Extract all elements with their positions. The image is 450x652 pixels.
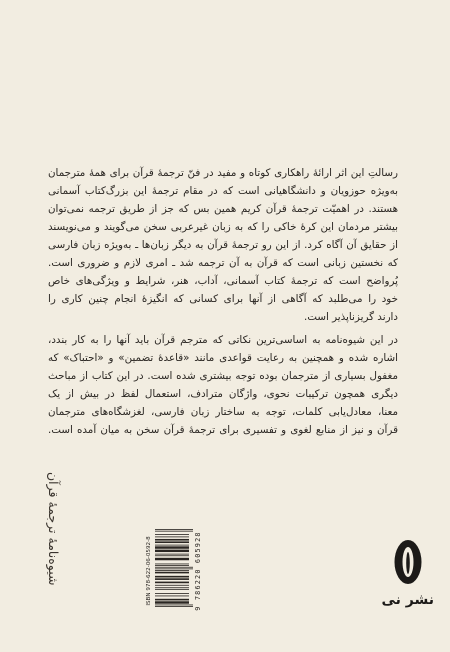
barcode-bar [155, 545, 189, 546]
text-line: هستند. در اهمیّت ترجمهٔ قرآن کریم همین بس که جز از طریق ترجمه نمی‌توان [48, 203, 398, 215]
barcode-bar [155, 568, 193, 569]
barcode-bar [155, 554, 189, 555]
barcode-bar [155, 601, 189, 603]
barcode-bar [155, 606, 193, 607]
text-line: مغفول بسیاری از مترجمان بوده توجه بیشتری شده است. در این کتاب از مباحث [48, 370, 398, 382]
barcode-bar [155, 564, 189, 565]
barcode-bar [155, 541, 189, 543]
text-line: خود را می‌طلبد که آگاهی از آنها برای کسانی که انگیزهٔ انجام چنین کاری را [48, 293, 398, 305]
barcode-bar [155, 596, 189, 597]
publisher-name: نشر نی [381, 592, 434, 608]
barcode-bar [155, 587, 189, 588]
ney-reed-icon [393, 538, 423, 586]
barcode-bar [155, 565, 189, 566]
blurb-paragraph-1 [48, 164, 398, 326]
text-line: پُرواضح است که ترجمهٔ کتاب آسمانی، آداب، هنر، شرایط و ویژگی‌های خاص [48, 275, 398, 287]
barcode-bar [155, 570, 189, 571]
barcode-bar [155, 555, 189, 556]
text-line: به‌ویژه حوزویان و دانشگاهیانی است که در مقام ترجمهٔ این بزرگ‌کتاب آسمانی [48, 185, 398, 197]
side-title: شیوه‌نامهٔ ترجمهٔ قرآن [46, 472, 61, 586]
barcode-bar [155, 534, 189, 535]
barcode-digits: 9 786220 605928 [194, 531, 202, 611]
isbn-barcode [145, 527, 203, 615]
barcode-bar [155, 576, 189, 578]
blurb-paragraph-2 [48, 331, 398, 439]
text-line: معنا، معادل‌یابی کلمات، توجه به ساختار زبان فارسی، لغزشگاه‌های مترجمان [48, 406, 398, 418]
text-line: قرآن و نیز از منابع لغوی و تفسیری برای ترجمهٔ قرآن سخن به میان آمده است. [48, 424, 398, 436]
barcode-bar [155, 582, 189, 584]
text-line: دارند گریزناپذیر است. [303, 311, 398, 323]
barcode-bar [155, 585, 189, 586]
isbn-label: ISBN 978-622-06-0592-8 [146, 536, 152, 606]
barcode-bar [155, 593, 189, 594]
barcode-bar [155, 578, 189, 580]
barcode-bar [155, 536, 189, 537]
barcode-bar [155, 558, 189, 560]
text-line: اشاره شده و همچنین به رعایت قواعدی مانند «قاعدهٔ تضمین» و «احتباک» که [48, 352, 398, 364]
barcode-bar [155, 539, 189, 541]
text-line: از حقایق آن آگاه کرد. از این رو ترجمهٔ قرآن به دیگر زبان‌ها ـ به‌ویژه زبان فارسی [48, 239, 398, 251]
barcode-bar [155, 605, 193, 606]
barcode-bar [155, 567, 193, 568]
text-line: که نخستین زبانی است که قرآن به آن ترجمه شد ـ امری لازم و ضروری است. [48, 257, 398, 269]
barcode-bar [155, 531, 193, 532]
text-line: دیگری همچون ترکیبات نحوی، واژگان مترادف، استعمال لفظ در بیش از یک [48, 388, 398, 400]
publisher-logo [382, 538, 434, 612]
barcode-bars [155, 527, 193, 615]
barcode-bar [155, 572, 189, 574]
barcode-bar [155, 546, 189, 548]
barcode-bar [155, 589, 189, 590]
barcode-bar [155, 550, 189, 552]
barcode-bar [155, 529, 193, 530]
text-line: بیشتر مردمان این کرهٔ خاکی را که به زبان غیرعربی سخن می‌گویند و می‌نویسند [48, 221, 398, 233]
text-line: در این شیوه‌نامه به اساسی‌ترین نکاتی که مترجم قرآن باید آنها را به کار بندد، [48, 334, 398, 346]
text-line: رسالتِ این اثر ارائهٔ راهکاری کوتاه و مفید در فنّ ترجمهٔ قرآن برای همهٔ مترجمان [48, 167, 398, 179]
barcode-bar [155, 599, 189, 601]
blurb-text [48, 164, 398, 439]
